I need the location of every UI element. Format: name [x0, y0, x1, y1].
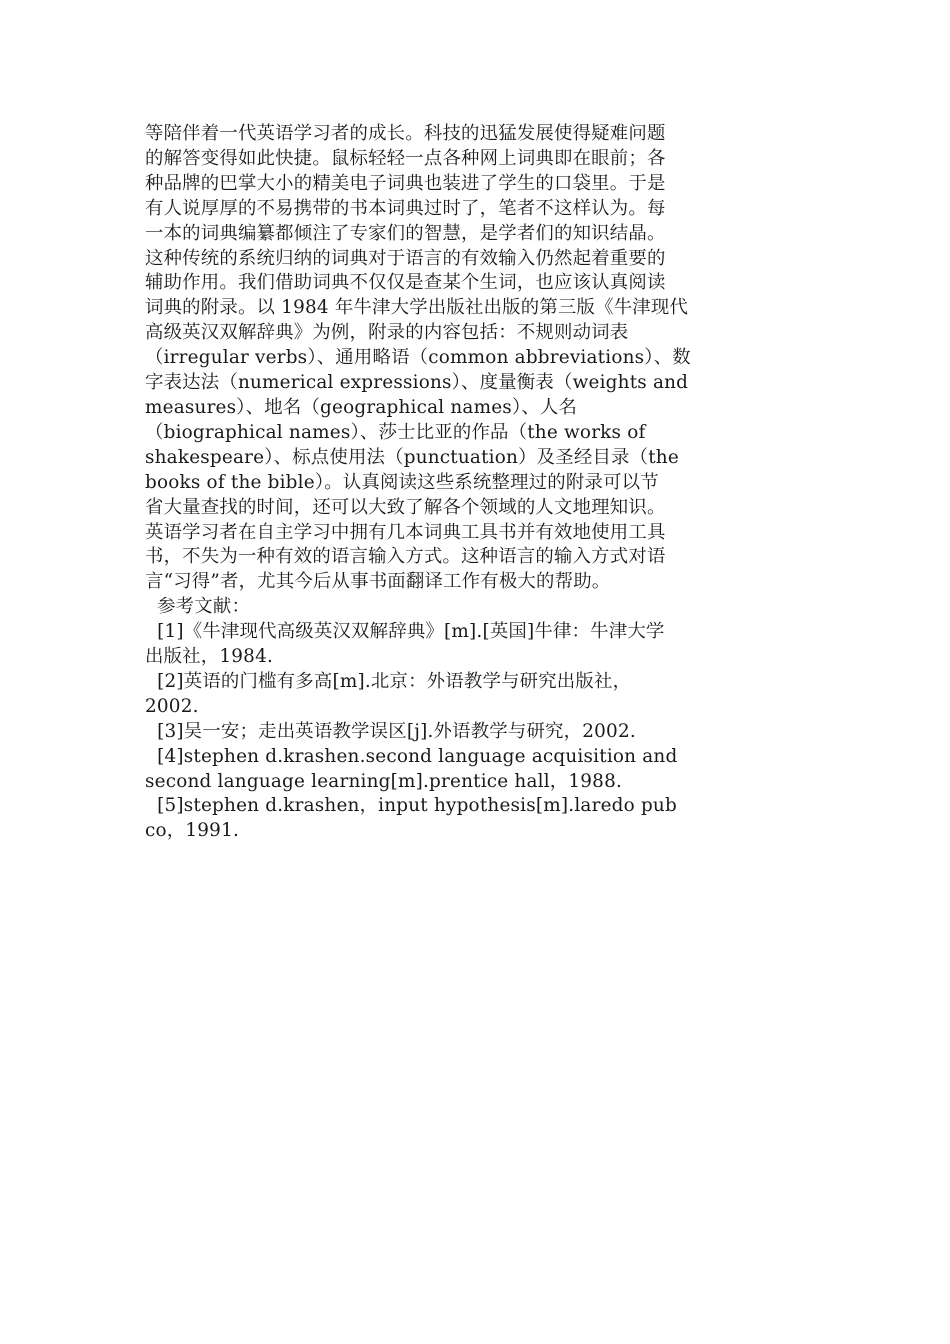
- body-line: 词典的附录。以 1984 年牛津大学出版社出版的第三版《牛津现代: [145, 297, 689, 319]
- reference-line: 2002.: [145, 695, 199, 717]
- body-line: 言“习得”者，尤其今后从事书面翻译工作有极大的帮助。: [145, 571, 611, 593]
- document-text: [145, 122, 785, 844]
- reference-line: [2]英语的门槛有多高[m].北京：外语教学与研究出版社，: [145, 670, 632, 692]
- body-line: 英语学习者在自主学习中拥有几本词典工具书并有效地使用工具: [145, 521, 666, 543]
- body-line: 这种传统的系统归纳的词典对于语言的有效输入仍然起着重要的: [145, 247, 666, 269]
- reference-line: 出版社，1984.: [145, 646, 274, 668]
- reference-line: [4]stephen d.krashen.second language acquisition and: [145, 745, 678, 767]
- body-line: 字表达法（numerical expressions）、度量衡表（weights and: [145, 372, 689, 394]
- body-line: shakespeare）、标点使用法（punctuation）及圣经目录（the: [145, 446, 679, 468]
- body-line: （irregular verbs）、通用略语（common abbreviations）、数: [145, 347, 691, 369]
- body-line: 一本的词典编纂都倾注了专家们的智慧，是学者们的知识结晶。: [145, 222, 666, 244]
- body-line: 有人说厚厚的不易携带的书本词典过时了，笔者不这样认为。每: [145, 197, 666, 219]
- reference-line: second language learning[m].prentice hall，1988.: [145, 770, 623, 792]
- body-line: 高级英汉双解辞典》为例，附录的内容包括：不规则动词表: [145, 322, 629, 344]
- references-heading: 参考文献：: [145, 596, 251, 618]
- reference-line: [3]吴一安；走出英语教学误区[j].外语教学与研究，2002.: [145, 720, 636, 742]
- reference-line: [5]stephen d.krashen，input hypothesis[m].laredo pub: [145, 795, 677, 817]
- reference-line: co，1991.: [145, 820, 240, 842]
- reference-line: [1]《牛津现代高级英汉双解辞典》[m].[英国]牛律：牛津大学: [145, 621, 665, 643]
- body-line: measures）、地名（geographical names）、人名: [145, 396, 578, 418]
- body-line: 等陪伴着一代英语学习者的成长。科技的迅猛发展使得疑难问题: [145, 123, 666, 144]
- body-line: books of the bible）。认真阅读这些系统整理过的附录可以节: [145, 471, 659, 493]
- body-line: 省大量查找的时间，还可以大致了解各个领域的人文地理知识。: [145, 496, 666, 518]
- body-line: 的解答变得如此快捷。鼠标轻轻一点各种网上词典即在眼前；各: [145, 147, 666, 169]
- body-line: （biographical names）、莎士比亚的作品（the works of: [145, 421, 646, 443]
- body-line: 种品牌的巴掌大小的精美电子词典也装进了学生的口袋里。于是: [145, 172, 666, 194]
- body-line: 辅助作用。我们借助词典不仅仅是查某个生词，也应该认真阅读: [145, 272, 666, 294]
- body-line: 书，不失为一种有效的语言输入方式。这种语言的输入方式对语: [145, 546, 666, 568]
